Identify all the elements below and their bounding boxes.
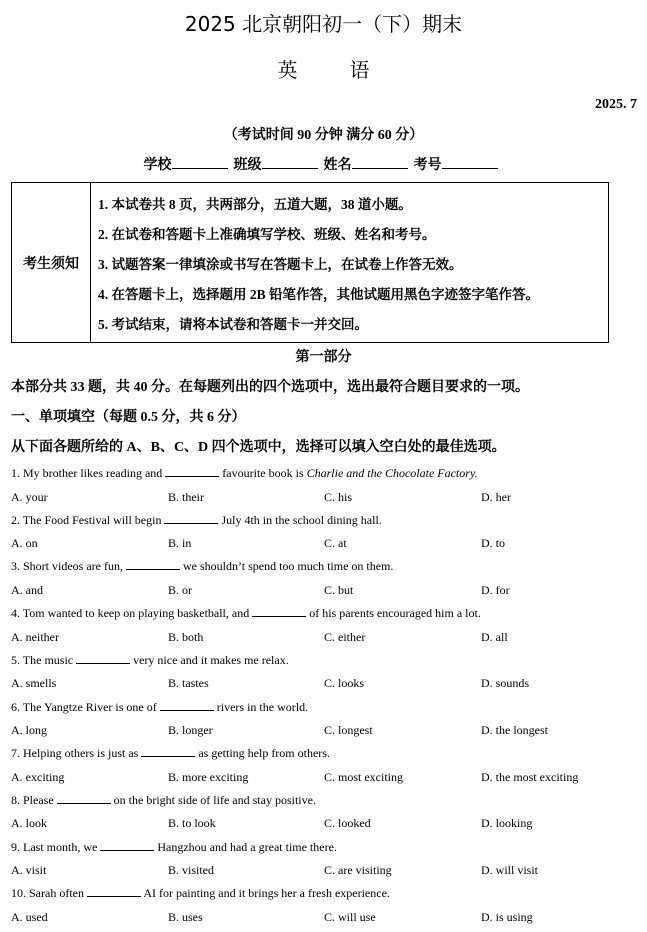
question-text: July 4th in the school dining hall.	[221, 512, 382, 527]
option-d[interactable]: D. is using	[481, 909, 533, 924]
option-b[interactable]: B. tastes	[168, 676, 209, 691]
question-stem	[11, 840, 337, 855]
option-c[interactable]: C. looks	[324, 676, 365, 691]
notice-item: 2. 在试卷和答题卡上准确填写学校、班级、姓名和考号。	[98, 227, 436, 242]
question-text: of his parents encouraged him a lot.	[309, 606, 481, 621]
option-d[interactable]: D. to	[481, 536, 505, 551]
option-d[interactable]: D. sounds	[481, 676, 530, 691]
option-c[interactable]: C. looked	[324, 816, 371, 831]
option-a[interactable]: A. your	[11, 489, 48, 504]
field-school-blank[interactable]	[172, 156, 228, 169]
question-stem	[11, 746, 330, 761]
question-stem	[11, 793, 316, 808]
notice-item: 1. 本试卷共 8 页，共两部分，五道大题，38 道小题。	[98, 197, 412, 212]
option-a[interactable]: A. smells	[11, 676, 57, 691]
notice-label: 考生须知	[12, 183, 91, 342]
question-stem	[11, 886, 390, 901]
question-text: 7. Helping others is just as	[11, 746, 139, 761]
question-text: AI for painting and it brings her a fresh experience.	[143, 886, 390, 901]
question-stem	[11, 559, 393, 574]
option-c[interactable]: C. but	[324, 582, 354, 597]
option-d[interactable]: D. for	[481, 582, 510, 597]
option-c[interactable]: C. his	[324, 489, 353, 504]
option-a[interactable]: A. visit	[11, 863, 47, 878]
option-c[interactable]: C. will use	[324, 909, 376, 924]
question-text: as getting help from others.	[198, 746, 330, 761]
option-a[interactable]: A. neither	[11, 629, 59, 644]
option-c[interactable]: C. either	[324, 629, 366, 644]
option-d[interactable]: D. all	[481, 629, 508, 644]
field-school-label: 学校	[143, 158, 172, 173]
question-text: 5. The music	[11, 652, 74, 667]
option-c[interactable]: C. longest	[324, 723, 373, 737]
answer-blank	[141, 746, 195, 757]
question-text: 4. Tom wanted to keep on playing basketball, and	[11, 606, 250, 621]
question-stem	[11, 653, 289, 668]
answer-blank	[164, 513, 218, 524]
question-text: we shouldn’t spend too much time on them.	[182, 559, 394, 574]
field-name-label: 姓名	[323, 158, 352, 173]
question-text: 3. Short videos are fun,	[11, 559, 123, 574]
option-a[interactable]: A. look	[11, 816, 47, 831]
answer-blank	[57, 793, 111, 804]
option-d[interactable]: D. her	[481, 489, 511, 504]
option-b[interactable]: B. or	[168, 582, 192, 597]
option-b[interactable]: B. longer	[168, 723, 213, 737]
part-instructions: 本部分共 33 题，共 40 分。在每题列出的四个选项中，选出最符合题目要求的一项。	[11, 380, 529, 395]
question-text: 8. Please	[11, 792, 54, 807]
subject-char-2: 语	[349, 58, 370, 82]
option-b[interactable]: B. their	[168, 489, 204, 504]
option-d[interactable]: D. will visit	[481, 863, 539, 878]
option-c[interactable]: C. are visiting	[324, 863, 392, 878]
question-text: 1. My brother likes reading and	[11, 466, 163, 480]
section-instructions: 从下面各题所给的 A、B、C、D 四个选项中，选择可以填入空白处的最佳选项。	[11, 440, 506, 455]
question-text: rivers in the world.	[216, 699, 309, 714]
question-stem	[11, 700, 308, 715]
option-b[interactable]: B. more exciting	[168, 769, 249, 784]
field-class-blank[interactable]	[262, 156, 318, 169]
answer-blank	[87, 886, 141, 897]
field-class-label: 班级	[233, 158, 262, 173]
option-a[interactable]: A. used	[11, 909, 48, 924]
book-title: Charlie and the Chocolate Factory.	[306, 466, 478, 480]
option-d[interactable]: D. looking	[481, 816, 533, 831]
notice-item: 4. 在答题卡上，选择题用 2B 铅笔作答，其他试题用黑色字迹签字笔作答。	[98, 287, 540, 302]
subject-title	[0, 54, 647, 83]
option-b[interactable]: B. in	[168, 536, 192, 551]
question-stem	[11, 466, 478, 481]
option-b[interactable]: B. visited	[168, 863, 215, 878]
field-id-label: 考号	[413, 158, 442, 173]
notice-item: 5. 考试结束，请将本试卷和答题卡一并交回。	[98, 317, 368, 332]
option-d[interactable]: D. the longest	[481, 723, 548, 737]
exam-date: 2025. 7	[595, 97, 637, 112]
question-text: favourite book is	[222, 466, 304, 480]
question-stem	[11, 606, 481, 621]
option-a[interactable]: A. exciting	[11, 769, 65, 784]
option-c[interactable]: C. most exciting	[324, 769, 403, 784]
part-title: 第一部分	[295, 350, 352, 365]
option-b[interactable]: B. to look	[168, 816, 216, 831]
question-text: very nice and it makes me relax.	[133, 652, 289, 667]
page-title: 2025 北京朝阳初一（下）期末	[184, 12, 463, 36]
answer-blank	[252, 606, 306, 617]
option-c[interactable]: C. at	[324, 536, 347, 551]
answer-blank	[160, 700, 214, 711]
field-id-blank[interactable]	[442, 156, 498, 169]
student-info-fields	[0, 154, 647, 174]
question-text: 10. Sarah often	[11, 886, 84, 901]
field-name-blank[interactable]	[352, 156, 408, 169]
subject-char-1: 英	[277, 58, 298, 82]
option-b[interactable]: B. both	[168, 629, 204, 644]
answer-blank	[126, 559, 180, 570]
question-text: 2. The Food Festival will begin	[11, 512, 162, 527]
answer-blank	[100, 840, 154, 851]
notice-box	[11, 182, 609, 343]
question-text: Hangzhou and had a great time there.	[157, 839, 337, 854]
option-b[interactable]: B. uses	[168, 909, 203, 924]
question-text: 9. Last month, we	[11, 839, 98, 854]
section-title: 一、单项填空（每题 0.5 分，共 6 分）	[11, 410, 246, 425]
option-a[interactable]: A. long	[11, 723, 47, 737]
option-d[interactable]: D. the most exciting	[481, 769, 579, 784]
option-a[interactable]: A. and	[11, 582, 43, 597]
answer-blank	[76, 653, 130, 664]
question-text: on the bright side of life and stay positive.	[113, 792, 316, 807]
option-a[interactable]: A. on	[11, 536, 38, 551]
notice-item: 3. 试题答案一律填涂或书写在答题卡上，在试卷上作答无效。	[98, 257, 463, 272]
answer-blank	[165, 466, 219, 477]
question-stem	[11, 513, 382, 528]
question-text: 6. The Yangtze River is one of	[11, 699, 157, 714]
time-info: （考试时间 90 分钟 满分 60 分）	[223, 128, 424, 143]
